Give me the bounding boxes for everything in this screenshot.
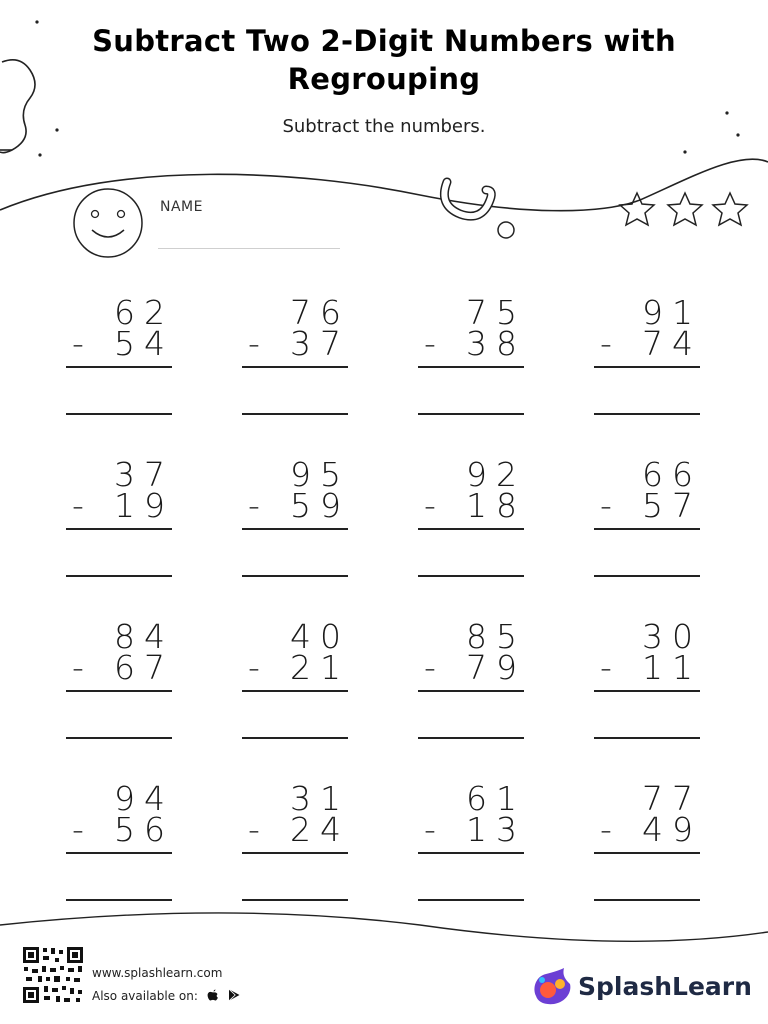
minuend: 37 <box>114 455 174 494</box>
minuend: 30 <box>642 617 702 656</box>
subtrahend: 54 <box>114 324 174 363</box>
subtrahend: 56 <box>114 810 174 849</box>
sum-line <box>242 690 348 692</box>
minus-sign: - <box>72 810 84 849</box>
sum-line <box>594 366 700 368</box>
splashlearn-logo-icon <box>530 966 574 1006</box>
minuend: 91 <box>642 293 702 332</box>
minus-sign: - <box>424 810 436 849</box>
sum-line <box>594 690 700 692</box>
page-title: Subtract Two 2-Digit Numbers with Regrouping <box>92 24 676 96</box>
minus-sign: - <box>248 486 260 525</box>
minuend: 40 <box>290 617 350 656</box>
available-on-text: Also available on: <box>92 989 198 1003</box>
answer-line[interactable] <box>594 899 700 901</box>
answer-line[interactable] <box>66 575 172 577</box>
subtrahend: 11 <box>642 648 702 687</box>
subtrahend: 74 <box>642 324 702 363</box>
minuend: 84 <box>114 617 174 656</box>
subtrahend: 57 <box>642 486 702 525</box>
sum-line <box>66 852 172 854</box>
sum-line <box>242 852 348 854</box>
answer-line[interactable] <box>418 413 524 415</box>
minus-sign: - <box>424 486 436 525</box>
answer-line[interactable] <box>242 575 348 577</box>
sum-line <box>242 366 348 368</box>
minuend: 85 <box>466 617 526 656</box>
minuend: 31 <box>290 779 350 818</box>
minus-sign: - <box>424 648 436 687</box>
answer-line[interactable] <box>594 737 700 739</box>
subtrahend: 19 <box>114 486 174 525</box>
minus-sign: - <box>600 648 612 687</box>
star-icon <box>620 193 747 225</box>
subtrahend: 21 <box>290 648 350 687</box>
sum-line <box>66 366 172 368</box>
sum-line <box>594 528 700 530</box>
answer-line[interactable] <box>66 737 172 739</box>
minus-sign: - <box>600 324 612 363</box>
minuend: 92 <box>466 455 526 494</box>
minuend: 94 <box>114 779 174 818</box>
answer-line[interactable] <box>418 575 524 577</box>
apple-icon[interactable] <box>206 988 220 1002</box>
answer-line[interactable] <box>418 737 524 739</box>
minuend: 77 <box>642 779 702 818</box>
subtrahend: 37 <box>290 324 350 363</box>
google-play-icon[interactable] <box>227 988 241 1002</box>
sum-line <box>418 852 524 854</box>
bubble-doodle <box>498 222 514 238</box>
minus-sign: - <box>248 648 260 687</box>
sum-line <box>594 852 700 854</box>
subtrahend: 24 <box>290 810 350 849</box>
answer-line[interactable] <box>594 575 700 577</box>
header-wave <box>0 159 768 211</box>
name-label: NAME <box>160 199 203 215</box>
minus-sign: - <box>72 648 84 687</box>
wavy-doodle <box>0 60 35 153</box>
sum-line <box>242 528 348 530</box>
answer-line[interactable] <box>242 899 348 901</box>
website-link[interactable]: www.splashlearn.com <box>92 966 223 980</box>
sum-line <box>418 690 524 692</box>
minus-sign: - <box>72 486 84 525</box>
subtrahend: 49 <box>642 810 702 849</box>
minus-sign: - <box>600 810 612 849</box>
answer-line[interactable] <box>594 413 700 415</box>
minuend: 76 <box>290 293 350 332</box>
minus-sign: - <box>72 324 84 363</box>
available-on-label <box>92 988 241 1003</box>
qr-code-icon <box>22 946 84 1004</box>
sum-line <box>66 528 172 530</box>
minus-sign: - <box>248 810 260 849</box>
minuend: 62 <box>114 293 174 332</box>
subtrahend: 38 <box>466 324 526 363</box>
minuend: 75 <box>466 293 526 332</box>
instructions: Subtract the numbers. <box>282 116 486 137</box>
answer-line[interactable] <box>66 899 172 901</box>
answer-line[interactable] <box>418 899 524 901</box>
smiley-face-icon <box>74 189 142 257</box>
name-field-line[interactable] <box>158 248 340 249</box>
subtrahend: 67 <box>114 648 174 687</box>
subtrahend: 59 <box>290 486 350 525</box>
sum-line <box>418 366 524 368</box>
minus-sign: - <box>424 324 436 363</box>
subtrahend: 13 <box>466 810 526 849</box>
subtrahend: 18 <box>466 486 526 525</box>
footer-wave <box>0 913 768 941</box>
sum-line <box>66 690 172 692</box>
minuend: 61 <box>466 779 526 818</box>
answer-line[interactable] <box>242 737 348 739</box>
minus-sign: - <box>248 324 260 363</box>
answer-line[interactable] <box>66 413 172 415</box>
answer-line[interactable] <box>242 413 348 415</box>
brand-name: SplashLearn <box>578 972 752 1001</box>
minuend: 95 <box>290 455 350 494</box>
sum-line <box>418 528 524 530</box>
subtrahend: 79 <box>466 648 526 687</box>
minus-sign: - <box>600 486 612 525</box>
minuend: 66 <box>642 455 702 494</box>
